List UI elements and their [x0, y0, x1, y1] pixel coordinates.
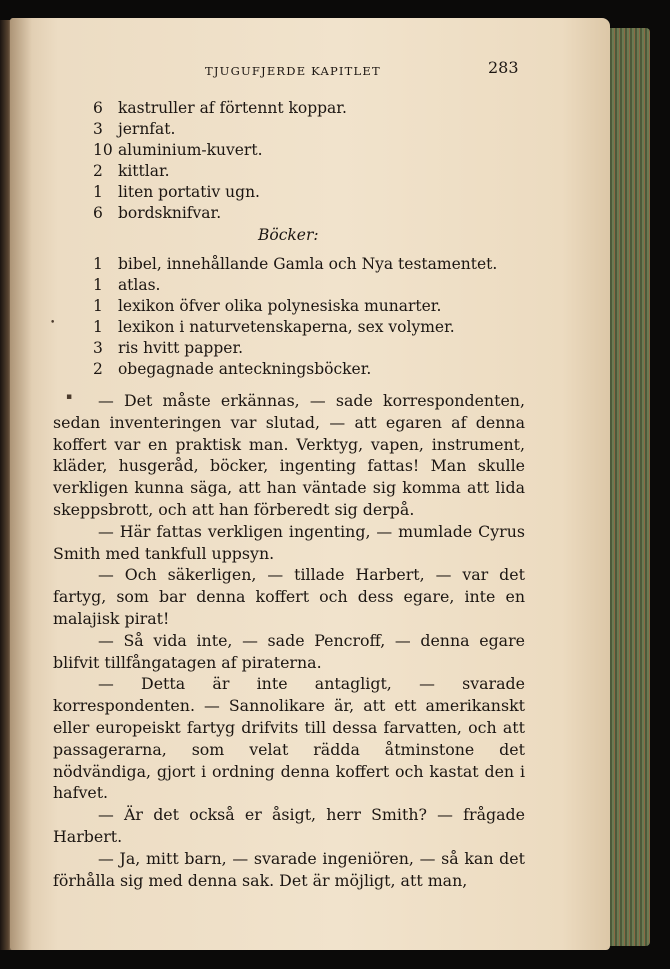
- item-text: jernfat.: [117, 120, 176, 138]
- gutter-shadow: [10, 18, 32, 950]
- paragraph: — Detta är inte antagligt, — svarade korrespondenten. — Sannolikare är, att ett amerikanskt eller europeiskt fartyg drifvits till dessa farvatten, och att passagerarna, som velat rädda åtminstone det nödvändiga, gjort i ordning denna koffert och kastat den i hafvet.: [53, 674, 525, 803]
- item-text: lexikon öfver olika polynesiska munarter.: [117, 297, 442, 315]
- list-item: [93, 275, 497, 296]
- quantity: 2: [93, 162, 103, 180]
- quantity: 1: [93, 297, 103, 315]
- quantity: 2: [93, 360, 103, 378]
- item-text: lexikon i naturvetenskaperna, sex volymer.: [117, 318, 455, 336]
- print-speck: •: [50, 318, 56, 328]
- list-item: [93, 317, 497, 338]
- paragraph: — Ja, mitt barn, — svarade ingeniören, — så kan det förhålla sig med denna sak. Det är möjligt, att man,: [53, 848, 525, 890]
- item-text: kittlar.: [117, 162, 170, 180]
- item-text: bibel, innehållande Gamla och Nya testamentet.: [117, 255, 498, 273]
- print-speck: ▪: [66, 392, 73, 402]
- item-text: ris hvitt papper.: [117, 339, 244, 357]
- item-text: aluminium-kuvert.: [117, 141, 263, 159]
- quantity: 1: [93, 183, 103, 201]
- paragraph: — Det måste erkännas, — sade korrespondenten, sedan inventeringen var slutad, — att egaren af denna koffert var en praktisk man. Verktyg, vapen, instrument, kläder, husgeråd, böcker, ingenting fattas! Man skulle verkligen kunna säga, att han väntade sig komma att lida skeppsbrott, och att han förberedt sig derpå.: [53, 391, 525, 519]
- quantity: 1: [93, 255, 103, 273]
- list-item: [93, 98, 347, 119]
- list-item: [93, 359, 497, 380]
- item-text: atlas.: [117, 276, 161, 294]
- book-page: [10, 18, 610, 950]
- list-item: [93, 254, 497, 275]
- quantity: 10: [93, 141, 113, 159]
- item-text: kastruller af förtennt koppar.: [117, 99, 347, 117]
- item-text: obegagnade anteckningsböcker.: [117, 360, 372, 378]
- paragraph: — Är det också er åsigt, herr Smith? — frågade Harbert.: [53, 805, 525, 846]
- list-item: [93, 203, 347, 224]
- list-item: [93, 296, 497, 317]
- item-text: liten portativ ugn.: [117, 183, 260, 201]
- list-item: [93, 338, 497, 359]
- books-heading: Böcker:: [258, 226, 319, 244]
- inventory-list: [93, 98, 347, 224]
- quantity: 3: [93, 120, 103, 138]
- list-item: [93, 161, 347, 182]
- running-header: TJUGUFJERDE KAPITLET: [205, 64, 381, 78]
- quantity: 1: [93, 318, 103, 336]
- paragraph: — Så vida inte, — sade Pencroff, — denna egare blifvit tillfångatagen af piraterna.: [53, 630, 525, 672]
- list-item: [93, 182, 347, 203]
- list-item: [93, 140, 347, 161]
- quantity: 6: [93, 99, 103, 117]
- paragraph: — Och säkerligen, — tillade Harbert, — var det fartyg, som bar denna koffert och dess egare, inte en malajisk pirat!: [53, 565, 525, 628]
- books-list: [93, 254, 497, 380]
- body-text: [53, 390, 525, 891]
- quantity: 1: [93, 276, 103, 294]
- paragraph: — Här fattas verkligen ingenting, — mumlade Cyrus Smith med tankfull uppsyn.: [53, 521, 525, 563]
- item-text: bordsknifvar.: [117, 204, 222, 222]
- quantity: 6: [93, 204, 103, 222]
- list-item: [93, 119, 347, 140]
- page-number: 283: [488, 58, 519, 77]
- quantity: 3: [93, 339, 103, 357]
